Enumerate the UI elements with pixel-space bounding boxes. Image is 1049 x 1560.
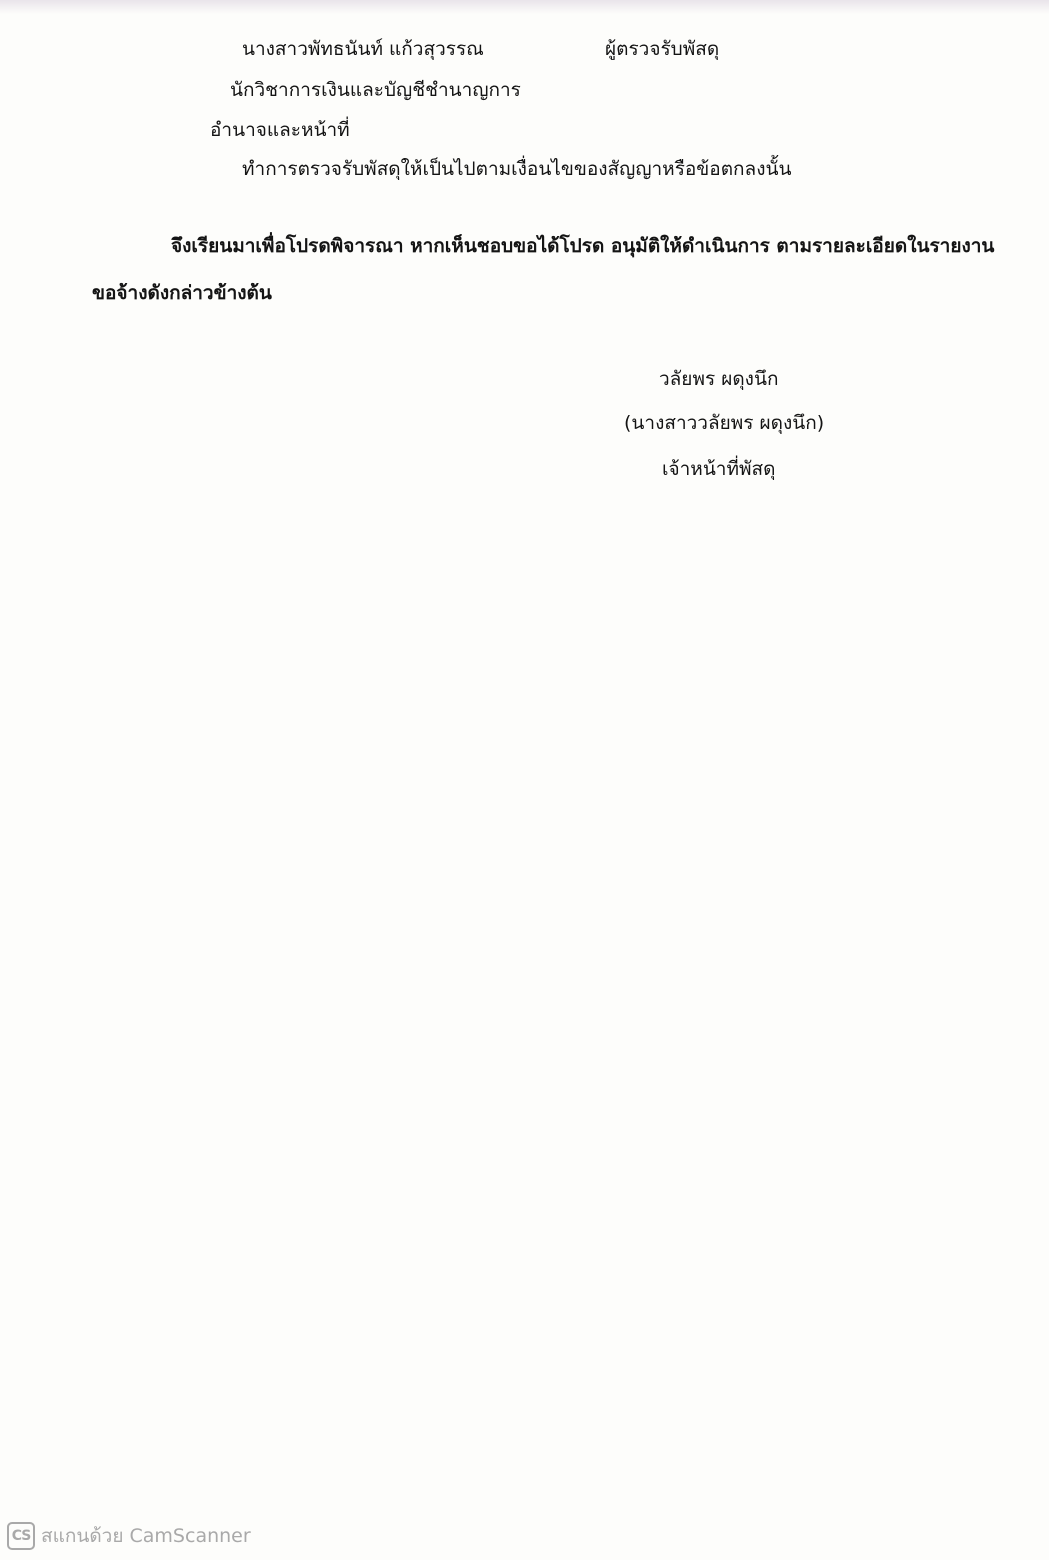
closing-paragraph-line-1: จึงเรียนมาเพื่อโปรดพิจารณา หากเห็นชอบขอได้โปรด อนุมัติให้ดำเนินการ ตามรายละเอียดในรายงาน (171, 235, 995, 257)
closing-paragraph-line-2: ขอจ้างดังกล่าวข้างต้น (92, 282, 272, 304)
signature-name: วลัยพร ผดุงนึก (659, 368, 779, 390)
camscanner-logo-icon: CS (7, 1522, 35, 1550)
inspector-role: ผู้ตรวจรับพัสดุ (605, 38, 720, 60)
inspector-name: นางสาวพัทธนันท์ แก้วสุวรรณ (242, 38, 484, 60)
camscanner-watermark (7, 1520, 251, 1552)
authority-text: ทำการตรวจรับพัสดุให้เป็นไปตามเงื่อนไขของสัญญาหรือข้อตกลงนั้น (242, 158, 792, 180)
authority-heading: อำนาจและหน้าที่ (210, 119, 350, 141)
signatory-title: เจ้าหน้าที่พัสดุ (662, 458, 776, 480)
inspector-position: นักวิชาการเงินและบัญชีชำนาญการ (230, 79, 521, 101)
scan-top-edge (0, 0, 1049, 14)
signatory-full-name: (นางสาววลัยพร ผดุงนึก) (624, 412, 825, 434)
watermark-text: สแกนด้วย CamScanner (41, 1525, 251, 1547)
